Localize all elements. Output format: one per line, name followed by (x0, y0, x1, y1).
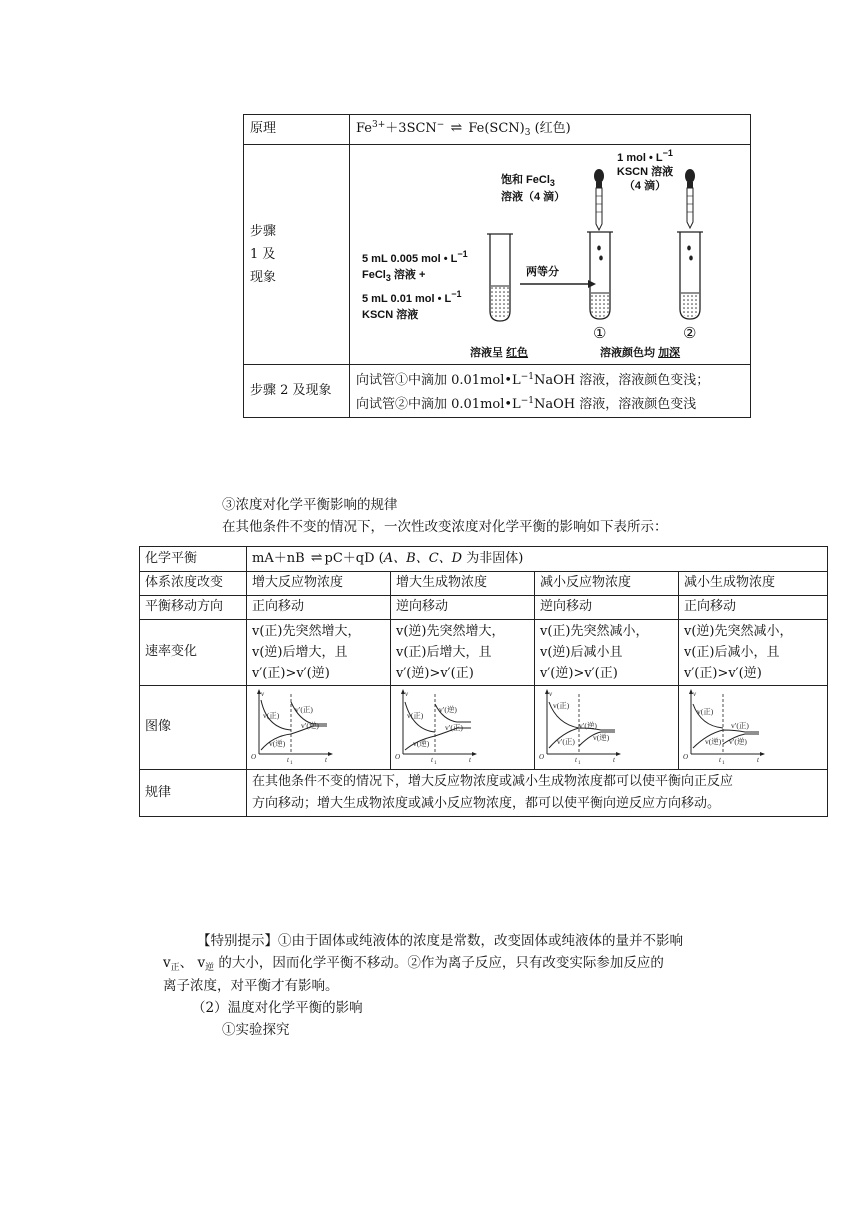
equation-note: 为非固体) (462, 551, 524, 566)
tip-v-sub: 正 (170, 963, 180, 973)
t1-label-sub: 1 (722, 760, 725, 766)
rate-time-graph (395, 688, 477, 766)
t-axis-arrow-icon (760, 752, 765, 756)
v-axis-label: v (405, 689, 409, 698)
test-tube-2 (677, 232, 703, 319)
t-axis-label: t (757, 755, 759, 764)
step2-sup: −1 (520, 372, 534, 382)
dropper2-label-line: KSCN 溶液 (616, 165, 674, 178)
curve-label: v(逆) (705, 736, 722, 746)
step2-label: 步骤 2 及现象 (244, 365, 350, 418)
v-axis-label: v (261, 689, 265, 698)
row-label: 平衡移动方向 (140, 595, 247, 619)
principle-equation (350, 115, 751, 145)
t1-label: t (575, 755, 577, 764)
eq-color-note: (红色) (534, 121, 571, 137)
v-axis-label: v (549, 689, 553, 698)
solution-line: 5 mL 0.01 mol • L (362, 292, 452, 305)
rate-cell (535, 619, 679, 685)
rate-line: v(正)后减小，且 (684, 644, 780, 660)
curve-label: v(逆) (413, 738, 430, 748)
curve-label: v′(正) (557, 736, 575, 746)
direction-cell: 正向移动 (679, 595, 828, 619)
step2-text: NaOH 溶液，溶液颜色变浅 (533, 397, 697, 412)
origin-label: O (251, 752, 257, 761)
rate-line: v(逆)后减小且 (540, 644, 623, 660)
equilibrium-arrow-icon: ⇌ (450, 120, 463, 137)
solution-line: KSCN 溶液 (362, 308, 419, 321)
tip-v: 、 v (179, 955, 206, 971)
concentration-table (139, 546, 828, 817)
caption-right-text: 溶液颜色均 (600, 346, 655, 359)
curve-label: v(逆) (593, 732, 610, 742)
eq-scn: ＋3SCN (385, 121, 437, 137)
rate-line: v(逆)先突然减小， (684, 623, 793, 639)
t-axis-label: t (613, 755, 615, 764)
principle-label: 原理 (244, 115, 350, 145)
curve-label: v(正) (553, 700, 570, 710)
tube1-label: ① (593, 323, 607, 342)
curve-label: v′(逆) (439, 704, 457, 714)
split-arrow-icon (520, 280, 596, 288)
caption-left-answer: 红色 (506, 346, 529, 359)
solution-sub: 3 (385, 272, 391, 283)
t-axis-label: t (325, 755, 327, 764)
t-axis-arrow-icon (328, 752, 333, 756)
t1-label: t (287, 755, 289, 764)
graph-cell (535, 685, 679, 769)
dropper2-label-sup: −1 (662, 147, 673, 158)
step2-sup: −1 (520, 396, 534, 406)
rate-line: v′(逆)>v′(正) (540, 665, 618, 681)
row-label: 速率变化 (140, 619, 247, 685)
rate-line: v(正)先突然减小， (540, 623, 649, 639)
rate-line: v(逆)后增大，且 (252, 644, 348, 660)
step2-text: 向试管①中滴加 0.01mol•L (356, 373, 521, 388)
graph-cell (391, 685, 535, 769)
direction-cell: 正向移动 (247, 595, 391, 619)
tip-v: v (163, 955, 171, 971)
curve-label: v′(逆) (729, 736, 747, 746)
curve-label: v(正) (407, 710, 424, 720)
row-label: 规律 (140, 769, 247, 816)
rate-cell (391, 619, 535, 685)
dropper2-label-line: （4 滴） (623, 179, 667, 192)
tube2-label: ② (683, 323, 697, 342)
change-cell: 减小反应物浓度 (535, 571, 679, 595)
change-cell: 减小生成物浓度 (679, 571, 828, 595)
rate-line: v′(正)>v′(逆) (684, 665, 762, 681)
step1-label-line: 1 及 (250, 247, 276, 262)
direction-cell: 逆向移动 (391, 595, 535, 619)
origin-label: O (683, 752, 689, 761)
arrow-label: 两等分 (526, 265, 559, 278)
solution-line: 溶液 + (390, 268, 426, 281)
change-cell: 增大生成物浓度 (391, 571, 535, 595)
step2-line (356, 367, 744, 391)
rate-curve (693, 730, 759, 748)
dropper1-label-line: 饱和 FeCl (501, 173, 550, 186)
caption-left (470, 345, 528, 362)
rate-time-graph (539, 688, 621, 766)
step1-label (244, 145, 350, 365)
curve-label: v(正) (697, 706, 714, 716)
v-axis-label: v (693, 689, 697, 698)
equilibrium-equation (247, 547, 828, 572)
step2-text: 向试管②中滴加 0.01mol•L (356, 397, 521, 412)
dropper1-label (501, 173, 565, 204)
step1-figure-cell (350, 145, 751, 365)
curve-label: v′(逆) (579, 720, 597, 730)
step2-content (350, 365, 751, 418)
graph-cell (679, 685, 828, 769)
change-cell: 增大反应物浓度 (247, 571, 391, 595)
test-tube-left (487, 234, 513, 321)
curve-label: v(逆) (269, 738, 286, 748)
curve-label: v(正) (263, 710, 280, 720)
row-label: 体系浓度改变 (140, 571, 247, 595)
equation-right: pC＋qD ( (324, 551, 384, 566)
solution-line: FeCl (362, 268, 386, 281)
t-axis-arrow-icon (616, 752, 621, 756)
rate-line: v′(正)>v′(逆) (252, 665, 330, 681)
t-axis-label: t (469, 755, 471, 764)
rate-line: v(逆)先突然增大， (396, 623, 505, 639)
t-axis-arrow-icon (472, 752, 477, 756)
tip-line-1: 【特别提示】①由于固体或纯液体的浓度是常数，改变固体或纯液体的量并不影响 (197, 933, 683, 949)
equation-vars: A、B、C、D (383, 551, 463, 566)
dropper1-label-sub: 3 (549, 177, 555, 188)
section3-intro: 在其他条件不变的情况下，一次性改变浓度对化学平衡的影响如下表所示： (222, 519, 668, 535)
origin-label: O (395, 752, 401, 761)
rate-time-graph (683, 688, 765, 766)
solution-sup: −1 (451, 288, 462, 299)
eq-fe-charge: 3+ (372, 120, 386, 131)
solution-description (362, 246, 468, 323)
dropper2-label-line: 1 mol • L (617, 151, 663, 164)
solution-sup: −1 (457, 248, 468, 259)
equilibrium-arrow-icon: ⇌ (310, 550, 323, 566)
rule-line: 方向移动；增大生成物浓度或减小反应物浓度，都可以使平衡向逆反应方向移动。 (252, 795, 721, 811)
caption-right-answer: 加深 (658, 346, 681, 359)
rule-line: 在其他条件不变的情况下，增大反应物浓度或减小生成物浓度都可以使平衡向正反应 (252, 773, 734, 789)
dropper1-label-line: 溶液（4 滴） (501, 190, 566, 203)
eq-fe: Fe (356, 121, 373, 137)
t1-label-sub: 1 (434, 760, 437, 766)
rate-cell (679, 619, 828, 685)
equation-left: mA＋nB (252, 551, 305, 566)
direction-cell: 逆向移动 (535, 595, 679, 619)
test-tube-1 (587, 232, 613, 319)
curve-label: v′(逆) (301, 720, 319, 730)
section3-heading: ③浓度对化学平衡影响的规律 (222, 497, 398, 513)
eq-product-sub: 3 (524, 128, 531, 139)
caption-right (600, 345, 680, 362)
eq-scn-charge: − (436, 120, 445, 131)
dropper2-label (600, 146, 690, 193)
tip-text: 的大小，因而化学平衡不移动。②作为离子反应，只有改变实际参加反应的 (214, 955, 664, 971)
experiment-table (243, 114, 751, 418)
graph-cell (247, 685, 391, 769)
rate-cell (247, 619, 391, 685)
step2-line (356, 391, 744, 415)
rule-cell (247, 769, 828, 816)
experiment-heading: ①实验探究 (222, 1022, 290, 1038)
rate-time-graph (251, 688, 333, 766)
step1-label-line: 步骤 (250, 224, 277, 239)
curve-label: v′(正) (295, 704, 313, 714)
curve-label: v′(正) (731, 720, 749, 730)
rate-line: v(正)后增大，且 (396, 644, 492, 660)
step1-label-line: 现象 (250, 270, 277, 285)
experiment-figure (350, 146, 750, 364)
equilibrium-label: 化学平衡 (140, 547, 247, 572)
t1-label: t (719, 755, 721, 764)
step2-text: NaOH 溶液，溶液颜色变浅； (533, 373, 710, 388)
eq-product: Fe(SCN) (468, 121, 525, 137)
row-label: 图像 (140, 685, 247, 769)
t1-label-sub: 1 (578, 760, 581, 766)
origin-label: O (539, 752, 545, 761)
rate-line: v′(逆)>v′(正) (396, 665, 474, 681)
t1-label-sub: 1 (290, 760, 293, 766)
rate-line: v(正)先突然增大， (252, 623, 361, 639)
tip-v-sub: 逆 (205, 963, 215, 973)
t1-label: t (431, 755, 433, 764)
tip-line-3: 离子浓度，对平衡才有影响。 (163, 978, 339, 994)
temperature-heading: （2）温度对化学平衡的影响 (192, 1000, 363, 1016)
caption-left-text: 溶液呈 (470, 346, 503, 359)
curve-label: v′(正) (445, 722, 463, 732)
solution-line: 5 mL 0.005 mol • L (362, 252, 458, 265)
